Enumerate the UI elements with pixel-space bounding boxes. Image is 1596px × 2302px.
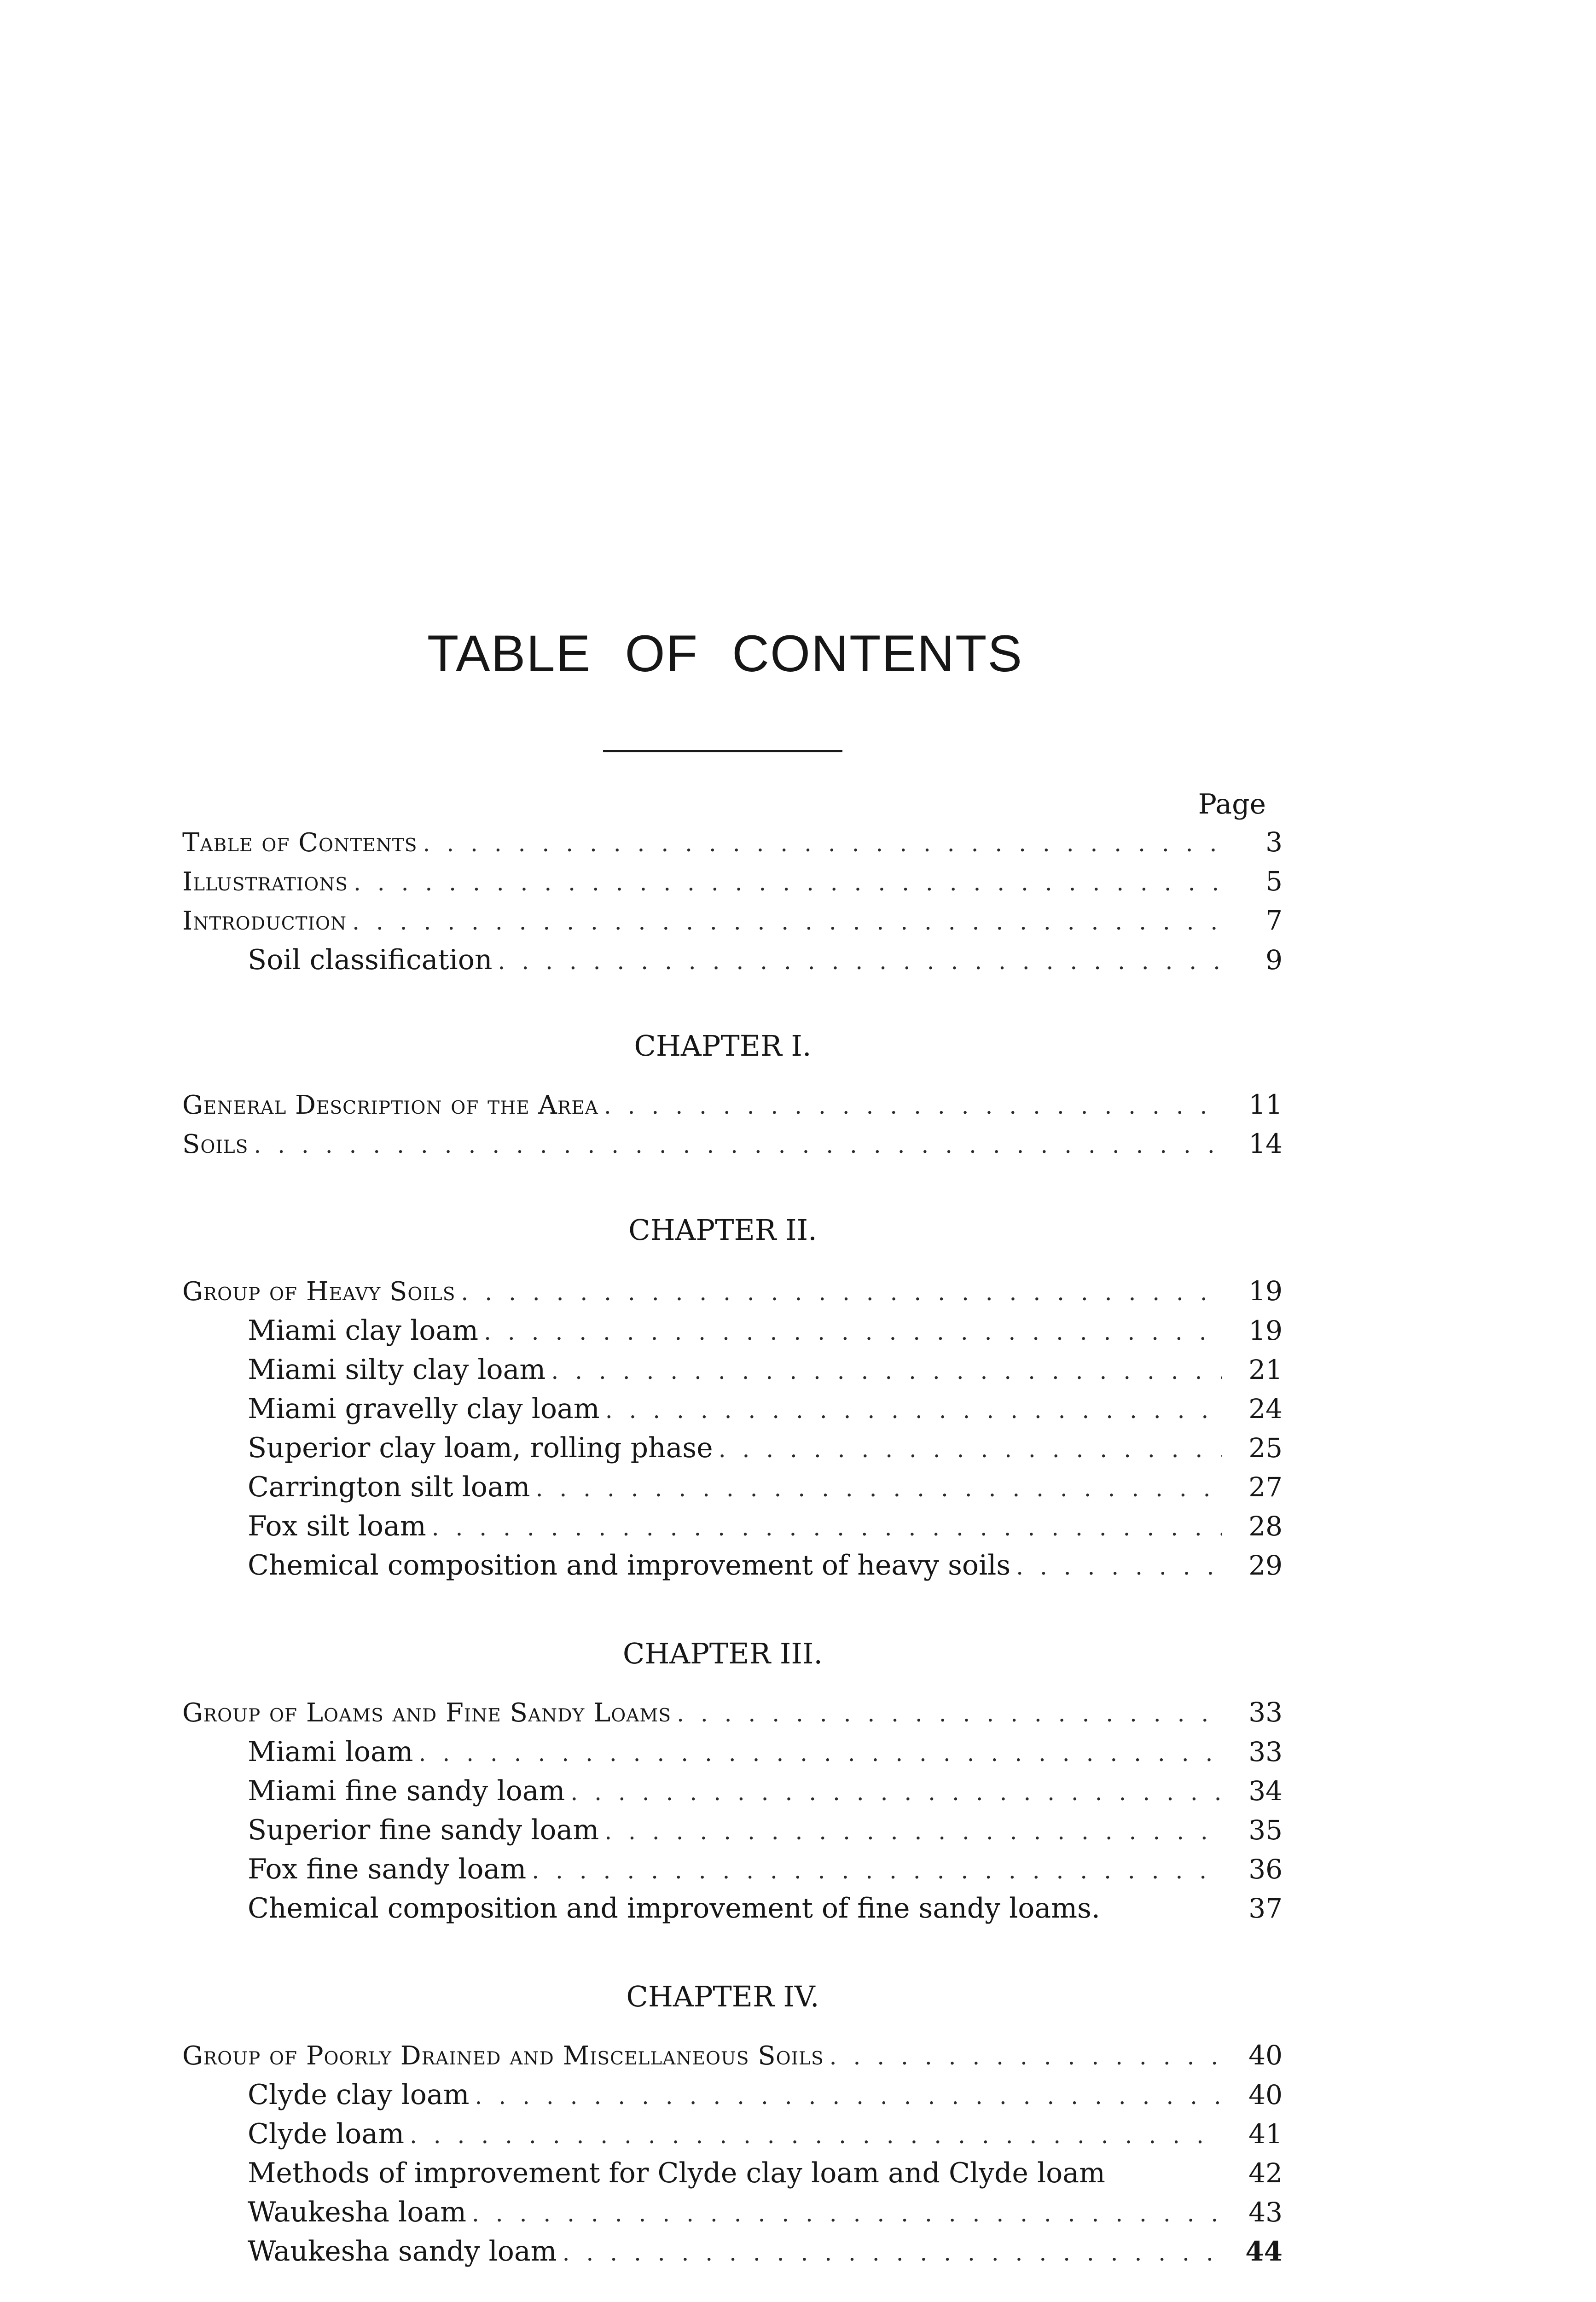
toc-entry-page: 11 — [1248, 1089, 1283, 1120]
toc-entry-page: 42 — [1248, 2157, 1283, 2189]
toc-entry-label: Superior fine sandy loam — [248, 1814, 599, 1846]
toc-entry-label: Superior clay loam, rolling phase — [248, 1432, 713, 1464]
chapter-heading-1: CHAPTER I. — [634, 1029, 812, 1063]
toc-entry-soil-classification[interactable] — [248, 944, 1283, 982]
chapter-heading-4: CHAPTER IV. — [626, 1980, 819, 2013]
toc-entry-page: 35 — [1248, 1814, 1283, 1846]
toc-entry-group-heavy-soils[interactable] — [182, 1275, 1283, 1314]
toc-entry-group-poorly-drained[interactable] — [182, 2040, 1283, 2078]
toc-entry-page: 37 — [1248, 1893, 1283, 1924]
leader-dots — [604, 1093, 1222, 1119]
toc-entry-page: 41 — [1248, 2118, 1283, 2150]
toc-entry-page: 3 — [1265, 826, 1283, 858]
page-column-heading: Page — [1198, 788, 1266, 820]
leader-dots — [423, 830, 1222, 857]
toc-entry-label: Fox fine sandy loam — [248, 1853, 527, 1885]
toc-entry-clyde-loam[interactable] — [248, 2118, 1283, 2157]
toc-entry-label: Fox silt loam — [248, 1510, 426, 1542]
toc-entry-page: 27 — [1248, 1471, 1283, 1503]
leader-dots — [354, 869, 1222, 896]
toc-entry-label: Group of Loams and Fine Sandy Loams — [182, 1698, 672, 1728]
toc-entry-waukesha-sandy-loam[interactable] — [248, 2235, 1283, 2274]
leader-dots — [604, 1818, 1222, 1845]
toc-entry-label: Group of Heavy Soils — [182, 1277, 456, 1307]
toc-entry-label: Waukesha loam — [248, 2196, 466, 2228]
leader-dots — [570, 1779, 1222, 1806]
leader-dots — [419, 1740, 1222, 1767]
toc-entry-page: 9 — [1265, 944, 1283, 976]
leader-dots — [532, 1857, 1222, 1884]
leader-dots — [410, 2122, 1222, 2149]
leader-dots — [536, 1475, 1222, 1502]
chapter-heading-3: CHAPTER III. — [622, 1637, 823, 1670]
toc-entry-page: 34 — [1248, 1775, 1283, 1807]
leader-dots — [830, 2043, 1222, 2070]
toc-entry-label: Soil classification — [248, 944, 493, 976]
leader-dots — [475, 2083, 1222, 2110]
toc-entry-label: Miami fine sandy loam — [248, 1775, 565, 1807]
leader-dots — [432, 1514, 1222, 1541]
leader-dots — [677, 1700, 1222, 1727]
leader-dots — [254, 1132, 1222, 1158]
toc-entry-illustrations[interactable] — [182, 866, 1283, 904]
toc-entry-carrington-silt-loam[interactable] — [248, 1471, 1283, 1510]
toc-entry-label: Miami loam — [248, 1736, 413, 1768]
toc-entry-superior-clay-loam[interactable] — [248, 1432, 1283, 1471]
toc-entry-group-loams[interactable] — [182, 1697, 1283, 1735]
leader-dots — [472, 2200, 1222, 2227]
toc-entry-page: 19 — [1248, 1275, 1283, 1307]
toc-entry-label: Illustrations — [182, 867, 348, 897]
toc-entry-page: 43 — [1248, 2197, 1283, 2228]
toc-entry-label: Miami silty clay loam — [248, 1354, 546, 1386]
toc-entry-label: Waukesha sandy loam — [248, 2235, 557, 2267]
toc-entry-label: Clyde loam — [248, 2118, 404, 2150]
leader-dots — [551, 1358, 1222, 1384]
leader-dots — [563, 2239, 1222, 2266]
toc-entry-label: Group of Poorly Drained and Miscellaneous Soils — [182, 2041, 824, 2071]
toc-entry-soils[interactable] — [182, 1128, 1283, 1167]
toc-entry-waukesha-loam[interactable] — [248, 2196, 1283, 2235]
toc-entry-page: 40 — [1248, 2079, 1283, 2110]
page-title: TABLE OF CONTENTS — [427, 625, 1023, 682]
toc-entry-fox-fine-sandy-loam[interactable] — [248, 1853, 1283, 1892]
toc-entry-introduction[interactable] — [182, 905, 1283, 943]
leader-dots — [498, 948, 1222, 975]
toc-entry-table-of-contents[interactable] — [182, 826, 1283, 865]
toc-entry-label: Chemical composition and improvement of fine sandy loams. — [248, 1892, 1100, 1924]
toc-entry-miami-fine-sandy-loam[interactable] — [248, 1775, 1283, 1814]
toc-entry-miami-loam[interactable] — [248, 1736, 1283, 1774]
toc-entry-clyde-clay-loam[interactable] — [248, 2079, 1283, 2117]
toc-entry-page: 29 — [1248, 1550, 1283, 1581]
toc-entry-page: 28 — [1248, 1511, 1283, 1542]
toc-entry-label: Miami clay loam — [248, 1314, 479, 1347]
toc-entry-label: Chemical composition and improvement of heavy soils — [248, 1549, 1011, 1581]
toc-entry-miami-gravelly-clay-loam[interactable] — [248, 1393, 1283, 1431]
toc-entry-page: 40 — [1248, 2040, 1283, 2071]
toc-entry-page: 33 — [1248, 1736, 1283, 1767]
toc-entry-page: 7 — [1265, 905, 1283, 936]
chapter-heading-2: CHAPTER II. — [628, 1213, 817, 1247]
toc-entry-general-description[interactable] — [182, 1089, 1283, 1128]
toc-entry-fox-silt-loam[interactable] — [248, 1510, 1283, 1549]
toc-entry-page: 36 — [1248, 1854, 1283, 1885]
toc-entry-label: Methods of improvement for Clyde clay loam and Clyde loam — [248, 2157, 1105, 2189]
leader-dots — [1016, 1553, 1222, 1580]
leader-dots — [605, 1397, 1222, 1424]
toc-entry-chemical-fine-sandy-loams[interactable] — [248, 1892, 1283, 1931]
toc-entry-page: 44 — [1245, 2236, 1283, 2267]
toc-entry-page: 19 — [1248, 1315, 1283, 1346]
toc-entry-label: Soils — [182, 1129, 249, 1159]
leader-dots — [461, 1279, 1222, 1306]
toc-entry-page: 5 — [1265, 866, 1283, 897]
toc-entry-page: 33 — [1248, 1697, 1283, 1728]
leader-dots — [352, 908, 1222, 935]
toc-entry-label: Clyde clay loam — [248, 2079, 470, 2111]
title-rule — [603, 750, 842, 752]
toc-entry-label: General Description of the Area — [182, 1090, 598, 1120]
toc-entry-label: Carrington silt loam — [248, 1471, 530, 1503]
leader-dots — [484, 1319, 1222, 1345]
leader-dots — [719, 1436, 1222, 1463]
toc-entry-miami-silty-clay-loam[interactable] — [248, 1354, 1283, 1392]
toc-entry-label: Table of Contents — [182, 828, 418, 858]
toc-entry-chemical-heavy-soils[interactable] — [248, 1549, 1283, 1588]
toc-entry-page: 14 — [1248, 1128, 1283, 1159]
toc-entry-page: 21 — [1248, 1354, 1283, 1385]
toc-entry-miami-clay-loam[interactable] — [248, 1314, 1283, 1353]
toc-entry-superior-fine-sandy-loam[interactable] — [248, 1814, 1283, 1853]
toc-entry-page: 24 — [1248, 1393, 1283, 1424]
toc-entry-page: 25 — [1248, 1432, 1283, 1464]
toc-entry-label: Miami gravelly clay loam — [248, 1393, 600, 1425]
toc-entry-methods-clyde[interactable] — [248, 2157, 1283, 2196]
toc-entry-label: Introduction — [182, 906, 347, 936]
